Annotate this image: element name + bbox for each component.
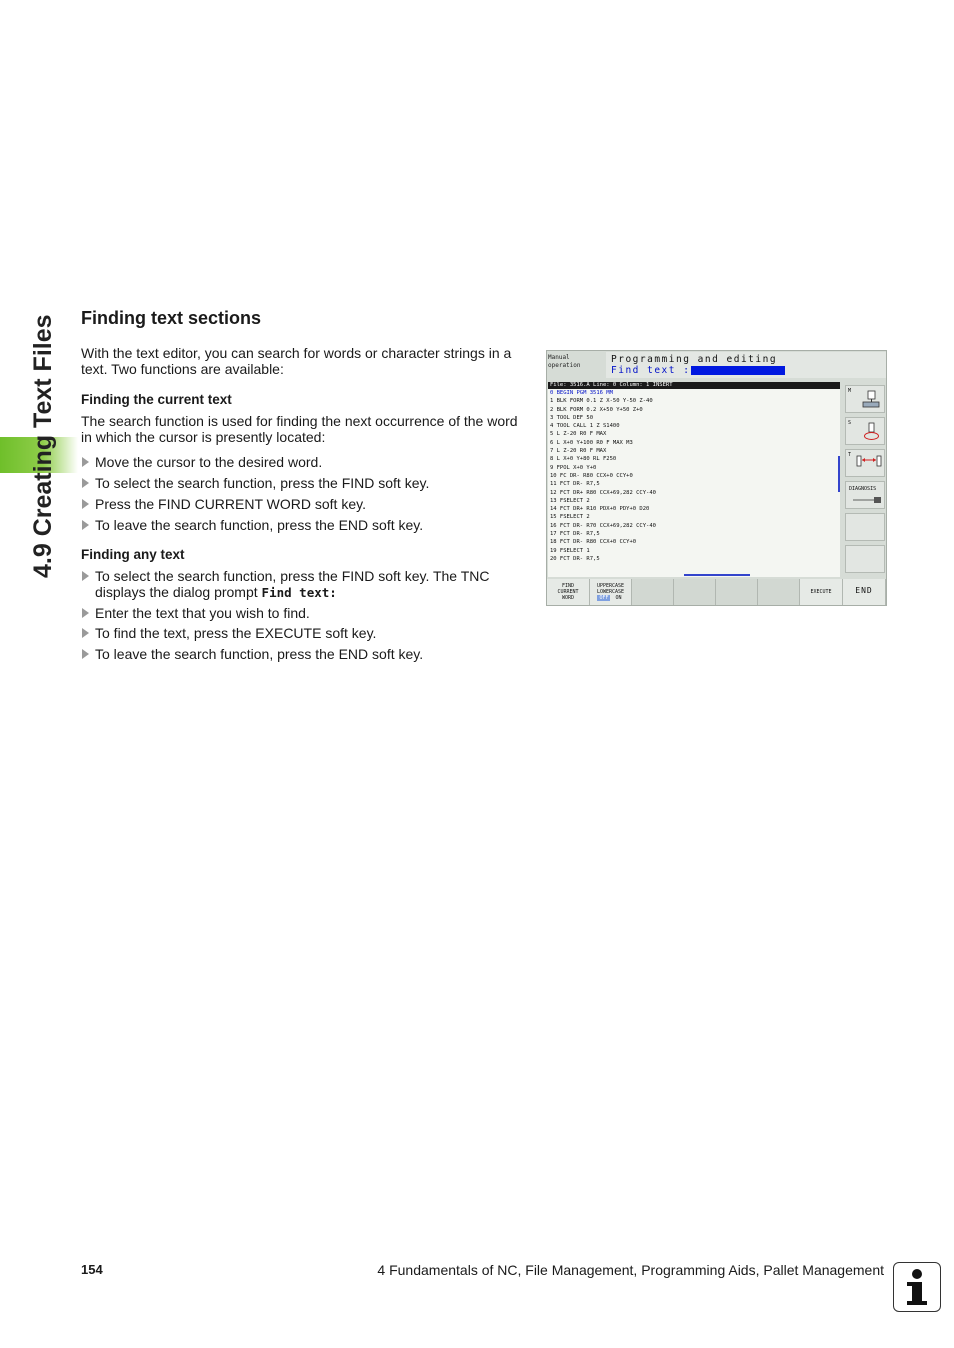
program-line[interactable]: 20 FCT DR- R7,5: [550, 555, 600, 562]
softkey-empty[interactable]: [716, 579, 758, 605]
step-item: Enter the text that you wish to find.: [81, 605, 540, 621]
bullet-arrow-icon: [82, 571, 89, 581]
side-softkey-empty[interactable]: [845, 545, 885, 573]
program-line[interactable]: 14 FCT DR+ R10 PDX+0 PDY+0 D20: [550, 506, 650, 513]
program-line[interactable]: 11 FCT DR- R7,5: [550, 481, 600, 488]
program-line[interactable]: 12 FCT DR+ R80 CCX+69,282 CCY-40: [550, 489, 656, 496]
horizontal-scrollbar[interactable]: [684, 574, 750, 576]
softkey-empty[interactable]: [674, 579, 716, 605]
vertical-scrollbar[interactable]: [838, 456, 840, 492]
find-prompt: Find text :: [611, 365, 691, 376]
program-line[interactable]: 15 FSELECT 2: [550, 514, 590, 521]
step-item: To select the search function, press the FIND soft key. The TNC displays the dialog prompt Find text:: [81, 568, 540, 601]
program-line[interactable]: 4 TOOL CALL 1 Z S1400: [550, 423, 620, 430]
subheading-current-text: Finding the current text: [81, 392, 232, 407]
dialog-prompt-code: Find text:: [261, 585, 337, 600]
footer-chapter-title: 4 Fundamentals of NC, File Management, Programming Aids, Pallet Management: [377, 1262, 884, 1278]
tool-icon: [854, 454, 884, 474]
program-line[interactable]: 5 L Z-20 R0 F MAX: [550, 431, 607, 438]
bullet-arrow-icon: [82, 478, 89, 488]
side-softkey-s[interactable]: S: [845, 417, 885, 445]
intro-paragraph: With the text editor, you can search for words or character strings in a text. Two functions are available:: [81, 345, 512, 377]
current-text-description: The search function is used for finding the next occurrence of the word in which the cursor is presently located:: [81, 413, 518, 445]
operating-mode: Manual operation: [548, 354, 581, 369]
program-line[interactable]: 16 FCT DR- R70 CCX+69,282 CCY-40: [550, 522, 656, 529]
softkey-row: [547, 579, 886, 605]
bullet-arrow-icon: [82, 649, 89, 659]
program-line[interactable]: 18 FCT DR- R80 CCX+0 CCY+0: [550, 539, 637, 546]
tnc-screenshot: [546, 350, 887, 606]
case-off-option: OFF: [599, 595, 609, 601]
header-title: Programming and editing: [611, 354, 778, 365]
bullet-arrow-icon: [82, 628, 89, 638]
file-status-bar: File: 3516.A Line: 0 Column: 1 INSERT: [548, 382, 840, 389]
program-line[interactable]: 0 BEGIN PGM 3516 MM: [550, 390, 613, 396]
side-softkey-empty[interactable]: [845, 513, 885, 541]
side-softkey-m[interactable]: M: [845, 385, 885, 413]
step-item: Move the cursor to the desired word.: [81, 454, 540, 470]
program-listing: [548, 382, 840, 577]
diagnosis-icon: [852, 494, 882, 506]
step-item: Press the FIND CURRENT WORD soft key.: [81, 496, 540, 512]
chapter-side-title: 4.9 Creating Text Files: [29, 314, 57, 578]
program-line[interactable]: 13 FSELECT 2: [550, 497, 590, 504]
step-item: To leave the search function, press the END soft key.: [81, 517, 540, 533]
end-softkey[interactable]: END: [843, 579, 886, 605]
program-line[interactable]: 9 FPOL X+0 Y+0: [550, 464, 597, 471]
subheading-any-text: Finding any text: [81, 547, 185, 562]
bullet-arrow-icon: [82, 499, 89, 509]
program-line[interactable]: 6 L X+0 Y+100 R0 F MAX M3: [550, 439, 633, 446]
program-line[interactable]: 17 FCT DR- R7,5: [550, 531, 600, 538]
program-line[interactable]: 8 L X+0 Y+80 RL F250: [550, 456, 617, 463]
step-item: To select the search function, press the FIND soft key.: [81, 475, 540, 491]
bullet-arrow-icon: [82, 520, 89, 530]
softkey-empty[interactable]: [632, 579, 674, 605]
find-text-input[interactable]: [691, 366, 785, 375]
bullet-arrow-icon: [82, 608, 89, 618]
page-number: 154: [81, 1262, 103, 1277]
side-softkey-t[interactable]: T: [845, 449, 885, 477]
program-line[interactable]: 1 BLK FORM 0.1 Z X-50 Y-50 Z-40: [550, 398, 653, 405]
step-item: To find the text, press the EXECUTE soft key.: [81, 625, 540, 641]
find-current-word-softkey[interactable]: FIND CURRENT WORD: [547, 579, 590, 605]
speed-icon: [860, 422, 882, 442]
screen-header: [606, 352, 886, 378]
program-line[interactable]: 10 FC DR- R80 CCX+0 CCY+0: [550, 472, 633, 479]
step-item: To leave the search function, press the END soft key.: [81, 646, 540, 662]
bullet-arrow-icon: [82, 457, 89, 467]
softkey-empty[interactable]: [758, 579, 800, 605]
execute-softkey[interactable]: EXECUTE: [800, 579, 843, 605]
program-line[interactable]: 7 L Z-20 R0 F MAX: [550, 448, 607, 455]
info-icon: [893, 1262, 941, 1312]
program-line[interactable]: 19 FSELECT 1: [550, 547, 590, 554]
side-softkey-diagnosis[interactable]: DIAGNOSIS: [845, 481, 885, 509]
case-toggle-softkey[interactable]: UPPERCASE LOWERCASE OFF ON: [590, 579, 632, 605]
spindle-icon: [860, 390, 882, 410]
section-title: Finding text sections: [81, 308, 262, 328]
program-line[interactable]: 3 TOOL DEF 50: [550, 414, 594, 421]
program-line[interactable]: 2 BLK FORM 0.2 X+50 Y+50 Z+0: [550, 406, 643, 413]
case-on-option: ON: [615, 595, 622, 601]
